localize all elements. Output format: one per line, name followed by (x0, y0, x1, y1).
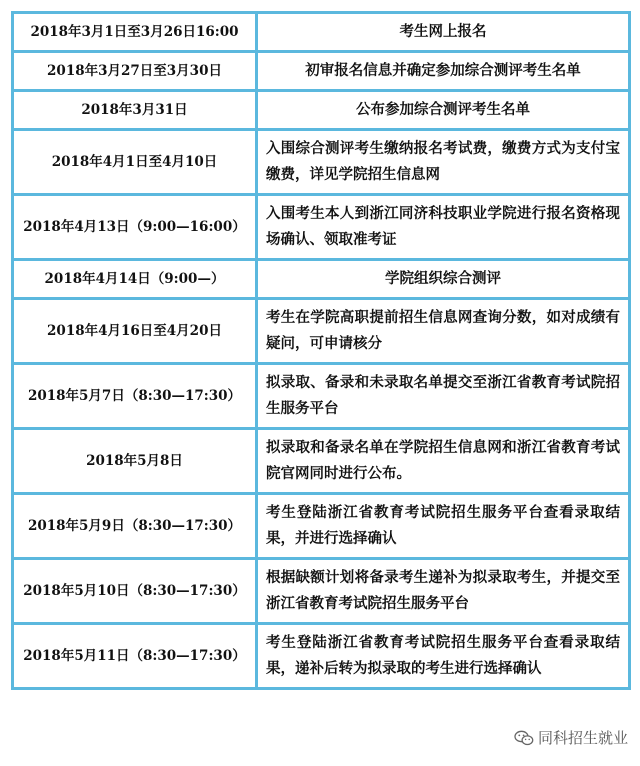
table-row (13, 429, 630, 494)
date-cell: 2018年5月9日（8:30—17:30） (13, 494, 257, 559)
date-cell: 2018年5月7日（8:30—17:30） (13, 364, 257, 429)
table-row (13, 91, 630, 130)
watermark (514, 727, 628, 748)
table-row (13, 559, 630, 624)
table-row (13, 260, 630, 299)
event-cell: 初审报名信息并确定参加综合测评考生名单 (257, 52, 630, 91)
event-cell: 拟录取和备录名单在学院招生信息网和浙江省教育考试院官网同时进行公布。 (257, 429, 630, 494)
event-cell: 考生登陆浙江省教育考试院招生服务平台查看录取结果，并进行选择确认 (257, 494, 630, 559)
table-row (13, 130, 630, 195)
event-cell: 公布参加综合测评考生名单 (257, 91, 630, 130)
date-cell: 2018年4月14日（9:00—） (13, 260, 257, 299)
event-cell: 入围考生本人到浙江同济科技职业学院进行报名资格现场确认、领取准考证 (257, 195, 630, 260)
event-cell: 考生登陆浙江省教育考试院招生服务平台查看录取结果，递补后转为拟录取的考生进行选择确认 (257, 624, 630, 689)
event-cell: 拟录取、备录和未录取名单提交至浙江省教育考试院招生服务平台 (257, 364, 630, 429)
date-cell: 2018年4月1日至4月10日 (13, 130, 257, 195)
table-row (13, 52, 630, 91)
event-cell: 学院组织综合测评 (257, 260, 630, 299)
date-cell: 2018年4月16日至4月20日 (13, 299, 257, 364)
table-row (13, 494, 630, 559)
date-cell: 2018年5月10日（8:30—17:30） (13, 559, 257, 624)
wechat-icon (514, 730, 534, 746)
schedule-body (13, 13, 630, 689)
date-cell: 2018年3月1日至3月26日16:00 (13, 13, 257, 52)
schedule-table (11, 11, 631, 690)
date-cell: 2018年3月31日 (13, 91, 257, 130)
date-cell: 2018年3月27日至3月30日 (13, 52, 257, 91)
date-cell: 2018年4月13日（9:00—16:00） (13, 195, 257, 260)
table-row (13, 13, 630, 52)
watermark-text: 同科招生就业 (537, 729, 628, 747)
date-cell: 2018年5月8日 (13, 429, 257, 494)
date-cell: 2018年5月11日（8:30—17:30） (13, 624, 257, 689)
event-cell: 入围综合测评考生缴纳报名考试费，缴费方式为支付宝缴费，详见学院招生信息网 (257, 130, 630, 195)
table-row (13, 299, 630, 364)
table-row (13, 364, 630, 429)
event-cell: 根据缺额计划将备录考生递补为拟录取考生，并提交至浙江省教育考试院招生服务平台 (257, 559, 630, 624)
table-row (13, 624, 630, 689)
table-row (13, 195, 630, 260)
event-cell: 考生在学院高职提前招生信息网查询分数，如对成绩有疑问，可申请核分 (257, 299, 630, 364)
event-cell: 考生网上报名 (257, 13, 630, 52)
